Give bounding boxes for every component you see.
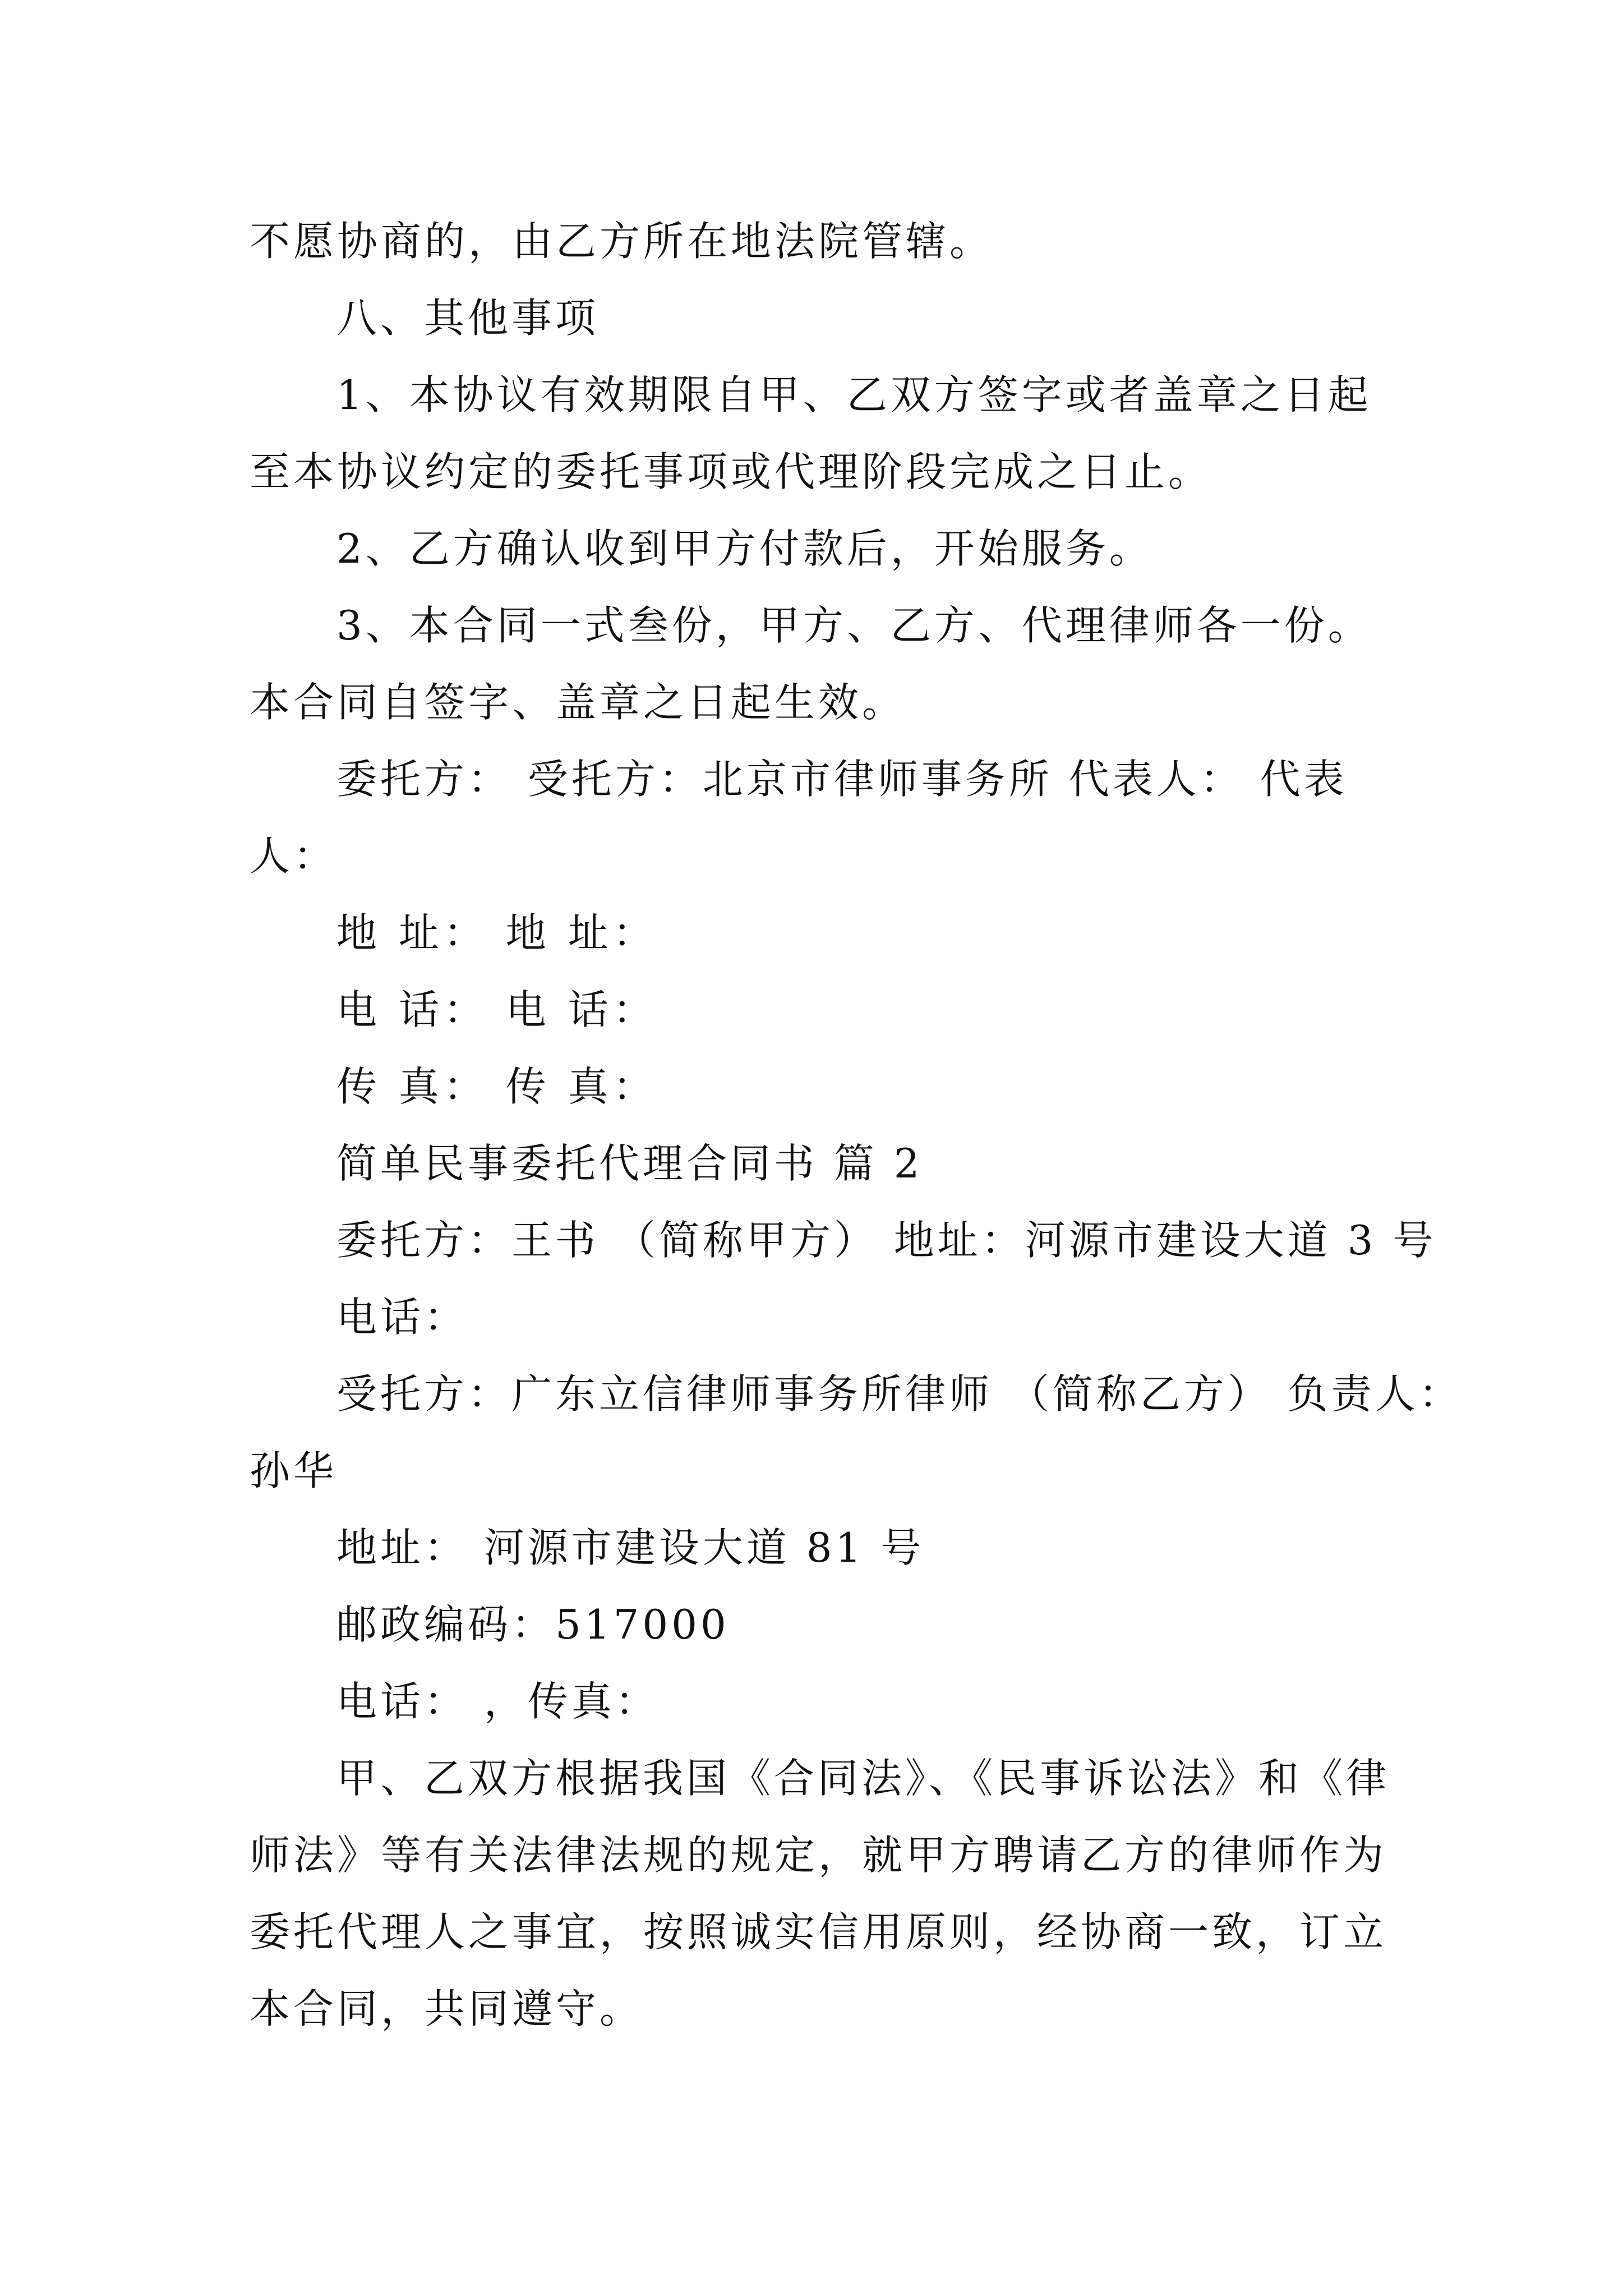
body-text-line: 甲、乙双方根据我国《合同法》、《民事诉讼法》和《律 bbox=[336, 1755, 1390, 1802]
section-heading: 八、其他事项 bbox=[336, 295, 600, 342]
body-text-line: 本合同自签字、盖章之日起生效。 bbox=[250, 679, 906, 726]
contract-title-line: 简单民事委托代理合同书 篇 2 bbox=[336, 1140, 923, 1187]
phone-field-line: 电 话： 电 话： bbox=[336, 986, 658, 1033]
body-text-line: 1、本协议有效期限自甲、乙双方签字或者盖章之日起 bbox=[336, 371, 1372, 418]
agent-phone-fax-line: 电话： ，传真： bbox=[336, 1678, 659, 1725]
body-text-line: 不愿协商的，由乙方所在地法院管辖。 bbox=[250, 218, 994, 265]
body-text-line: 至本协议约定的委托事项或代理阶段完成之日止。 bbox=[250, 448, 1212, 495]
body-text-line: 师法》等有关法律法规的规定，就甲方聘请乙方的律师作为 bbox=[250, 1832, 1387, 1879]
body-text-line: 本合同，共同遵守。 bbox=[250, 1985, 644, 2032]
agent-info-line: 受托方：广东立信律师事务所律师 （简称乙方） 负责人： bbox=[336, 1370, 1463, 1418]
body-text-line: 3、本合同一式叁份，甲方、乙方、代理律师各一份。 bbox=[336, 602, 1372, 649]
body-text-line: 2、乙方确认收到甲方付款后，开始服务。 bbox=[336, 525, 1153, 572]
body-text-line: 委托代理人之事宜，按照诚实信用原则，经协商一致，订立 bbox=[250, 1908, 1387, 1955]
signature-line: 委托方： 受托方：北京市律师事务所 代表人： 代表 bbox=[336, 756, 1348, 803]
agent-address-line: 地址： 河源市建设大道 81 号 bbox=[336, 1524, 925, 1571]
client-phone-line: 电话： bbox=[336, 1294, 468, 1341]
fax-field-line: 传 真： 传 真： bbox=[336, 1063, 658, 1110]
agent-info-line: 孙华 bbox=[250, 1447, 338, 1494]
postal-code-line: 邮政编码：517000 bbox=[336, 1601, 730, 1648]
signature-line: 人： bbox=[250, 832, 338, 880]
address-field-line: 地 址： 地 址： bbox=[336, 909, 658, 956]
client-info-line: 委托方：王书 （简称甲方） 地址：河源市建设大道 3 号 bbox=[336, 1217, 1437, 1264]
